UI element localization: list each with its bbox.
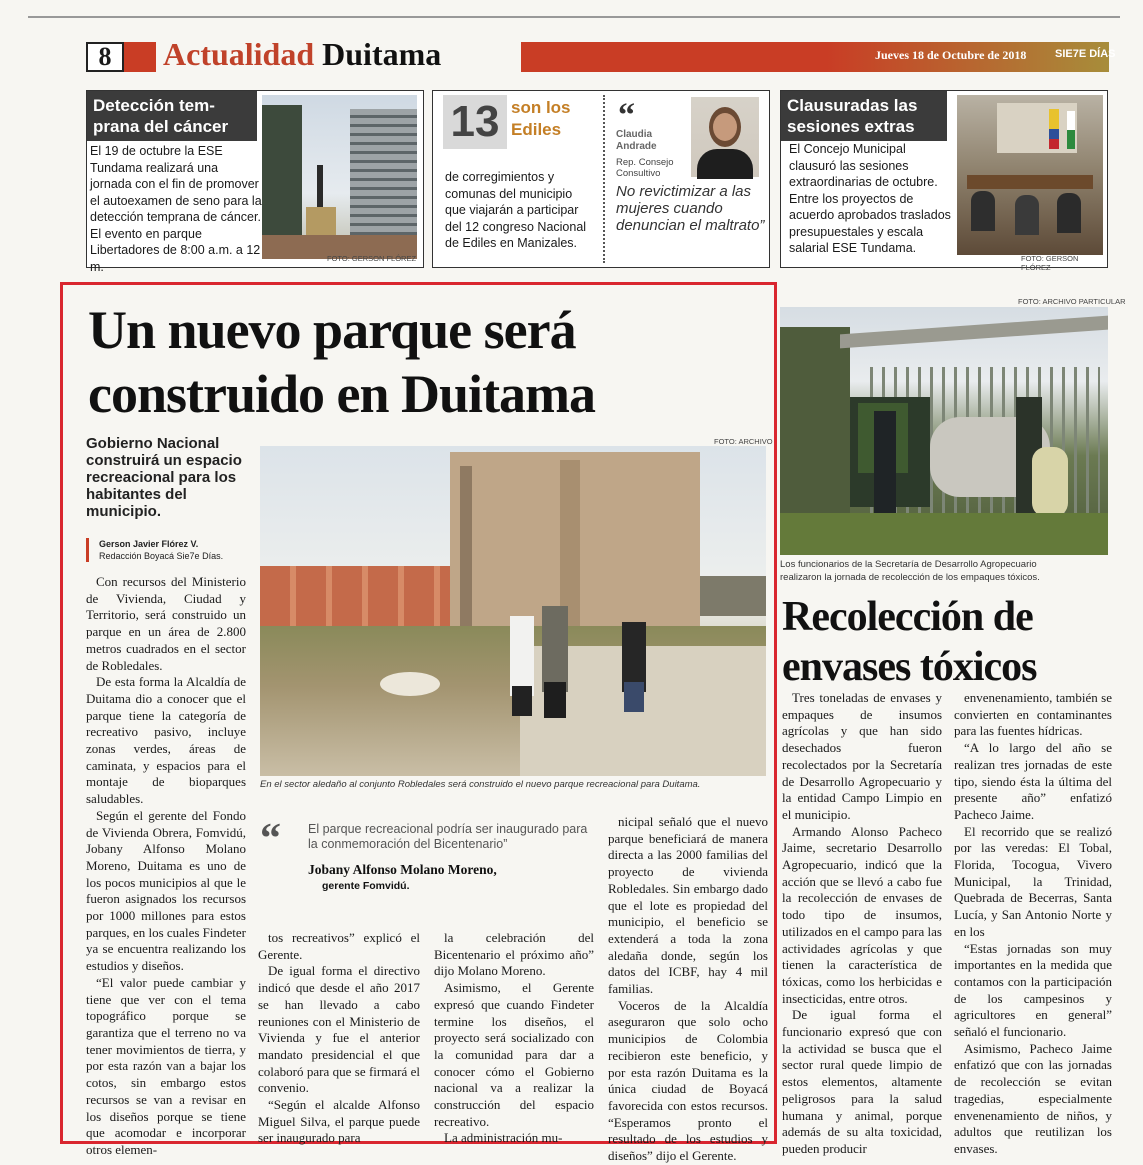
brief-concejo-title-line1: Clausuradas las: [787, 96, 918, 115]
side-col2-paragraph: “A lo largo del año se realizan tres jornadas de este tipo, siendo ésta la última del presente año” enfatizó Pacheco Jaime.: [954, 740, 1112, 822]
brief-cancer-photo: [262, 95, 417, 259]
quote-role: Rep. Consejo Consultivo: [616, 157, 674, 179]
pull-quote-text: El parque recreacional podría ser inaugurado para la conmemoración del Bicentenario”: [308, 822, 588, 851]
brief-concejo-title: [781, 91, 947, 141]
main-photo: [260, 446, 766, 776]
main-col3-paragraph: Asimismo, el Gerente expresó que cuando Findeter termine los diseños, el proyecto será socializado con la comunidad para dar a conocer cómo el Gobierno nacional va a realizar la construcción del espacio recreativo.: [434, 980, 594, 1129]
main-col2-paragraph: tos recreativos” explicó el Gerente.: [258, 930, 420, 962]
main-byline: [86, 538, 223, 562]
issue-date: Jueves 18 de Octubre de 2018: [875, 48, 1027, 62]
side-col1-paragraph: De igual forma el funcionario expresó que con la actividad se busca que el sector rural quede limpio de estos elementos, altamente peligrosos para la salud humana y animal, porque además de su alta toxicidad, pueden producir: [782, 1007, 942, 1156]
main-col4-paragraph: Voceros de la Alcaldía aseguraron que solo ocho municipios de Colombia recibieron este beneficio, y por esta razón Duitama es la única ciudad de Boyacá favorecida con estos recursos. “Esperamos pronto el resultado de los estudios y diseños” dijo el Gerente.: [608, 997, 768, 1164]
author-name: Gerson Javier Flórez V.: [99, 539, 199, 549]
main-col3-paragraph: La administración mu-: [444, 1130, 563, 1146]
side-col1-paragraph: Armando Alonso Pacheco Jaime, secretario Desarrollo Agropecuario, indicó que la acción que se llevó a cabo fue la recolección de envases de todo tipo de insumos, utilizados en el campo para las actividades agrícolas y que tienen la característica de tóxicas, como los herbicidas e insecticidas, entre otros.: [782, 823, 942, 1006]
brief-cancer-title: [87, 91, 257, 141]
brief-ediles: [432, 90, 770, 268]
ediles-label: son los Ediles: [511, 98, 571, 139]
section-name: Actualidad: [163, 36, 315, 72]
page-number: 8: [86, 42, 124, 72]
brief-cancer-title-line1: Detección tem-: [93, 96, 215, 115]
side-photo-credit: FOTO: ARCHIVO PARTICULAR: [1018, 297, 1126, 306]
main-column-4: [608, 814, 768, 1165]
brief-concejo-title-line2: sesiones extras: [787, 117, 915, 136]
author-org: Redacción Boyacá Sie7e Días.: [99, 551, 224, 561]
quote-mark-icon: “: [618, 97, 635, 134]
brief-concejo-credit: FOTO: GERSON FLÓREZ: [1021, 254, 1079, 272]
side-headline: Recolección de envases tóxicos: [782, 594, 1037, 690]
main-column-1: [86, 574, 246, 1159]
main-col2-paragraph: De igual forma el directivo indicó que desde el año 2017 se han llevado a cabo reuniones con el Ministerio de Vivienda y fue el anterior mandato presidencial el que colaboró para que se firmará el convenio.: [258, 963, 420, 1096]
main-col3-paragraph: la celebración del Bicentenario el próximo año” dijo Molano Moreno.: [434, 930, 594, 979]
side-col2-paragraph: Asimismo, Pacheco Jaime enfatizó que con las jornadas de recolección se evitan tragedias, especialmente envenenamiento de niños, y adultos que reutilizan los envases.: [954, 1040, 1112, 1156]
side-col1-paragraph: Tres toneladas de envases y empaques de insumos agrícolas y que han sido desechados fueron recolectados por la Secretaría de Desarrollo Agropecuario y la entidad Campo Limpio en el municipio.: [782, 690, 942, 822]
main-col1-paragraph: Según el gerente del Fondo de Vivienda Obrera, Fomvidú, Jobany Alfonso Molano Moreno, Duitama es uno de los pocos municipios al que le fueron asignados los recursos por 1000 millones para estos parques, en los cuales Findeter ya se encuentra realizando los estudios y diseños.: [86, 807, 246, 974]
quote-name-line2: Andrade: [616, 141, 657, 152]
main-photo-credit: FOTO: ARCHIVO: [714, 437, 773, 446]
brief-concejo: [780, 90, 1108, 272]
quote-name-line1: Claudia: [616, 129, 653, 140]
quote-name: [616, 129, 657, 153]
side-col2-paragraph: envenenamiento, también se convierten en contaminantes para las fuentes hídricas.: [954, 690, 1112, 739]
side-photo-caption: Los funcionarios de la Secretaría de Desarrollo Agropecuario realizaron la jornada de recolección de los empaques tóxicos.: [780, 559, 1040, 583]
main-column-3: [434, 930, 594, 1147]
side-column-1: [782, 690, 942, 1158]
top-rule: [28, 16, 1120, 18]
quote-text: No revictimizar a las mujeres cuando denuncian el maltrato”: [616, 183, 765, 234]
main-column-2: [258, 930, 420, 1147]
main-col4-paragraph: nicipal señaló que el nuevo parque beneficiará de manera directa a las 2000 familias del proyecto de vivienda Robledales. Sin embargo dado que el lote es propiedad del municipio, el beneficio se extenderá a toda la zona aledaña donde, según los datos del ICBF, hay 4 mil familias.: [608, 814, 768, 997]
brief-concejo-photo: [957, 95, 1103, 255]
ediles-text: de corregimientos y comunas del municipio que viajarán a participar del 12 congreso Nacional de Ediles en Manizales.: [445, 170, 587, 250]
main-photo-caption: En el sector aledaño al conjunto Robledales será construido el nuevo parque recreacional para Duitama.: [260, 779, 701, 790]
side-photo: [780, 307, 1108, 555]
newspaper-brand: SIE7E DÍAS: [1055, 48, 1116, 60]
main-col1-paragraph: “El valor puede cambiar y tiene que ver con el tema topográfico porque se garantiza que el terreno no va tener movimientos de tierra, y por esta razón van a bajar los cotos, sin embargo estos recursos se van a revisar en los diseños porque se tiene que acomodar e incorporar otros elemen-: [86, 974, 246, 1157]
main-col1-paragraph: De esta forma la Alcaldía de Duitama dio a conocer que el parque tiene la categoría de recreativo pasivo, incluye zonas verdes, áreas de caminata, y espacios para el montaje de bioparques saludables.: [86, 674, 246, 807]
main-col1-paragraph: Con recursos del Ministerio de Vivienda, Ciudad y Territorio, será construido un parque en un área de 2.800 metros cuadrados en el sector de Robledales.: [86, 574, 246, 673]
page-number-bar: [124, 42, 156, 72]
brief-cancer-text: El 19 de octubre la ESE Tundama realizará una jornada con el fin de promover el autoexamen de seno para la detección temprana de cáncer. El evento en parque Libertadores de 8:00 a.m. a 12 m.: [90, 144, 262, 274]
pull-quote-name: Jobany Alfonso Molano Moreno,: [308, 862, 497, 877]
pull-quote-mark-icon: “: [260, 816, 281, 862]
side-column-2: [954, 690, 1112, 1158]
main-headline: Un nuevo parque será construido en Duitama: [88, 300, 596, 424]
pull-quote-role: gerente Fomvidú.: [322, 880, 410, 892]
section-title: [163, 36, 441, 73]
section-city: Duitama: [322, 36, 442, 72]
side-col2-paragraph: “Estas jornadas son muy importantes en la medida que contamos con la participación de los campesinos y agricultores en general” señaló el funcionario.: [954, 940, 1112, 1040]
portrait-photo: [691, 97, 759, 177]
brief-cancer-credit: FOTO: GERSON FLÓREZ: [327, 254, 417, 263]
side-col2-paragraph: El recorrido que se realizó por las veredas: El Tobal, Florida, Tocogua, Vivero Municipal, la Trinidad, Quebrada de Becerras, Santa Lucía, y San Antonio Norte y en los: [954, 823, 1112, 939]
main-col2-paragraph: “Según el alcalde Alfonso Miguel Silva, el parque puede ser inaugurado para: [258, 1097, 420, 1146]
brief-cancer-title-line2: prana del cáncer: [93, 117, 229, 136]
ediles-number: 13: [443, 95, 507, 149]
brief-concejo-text: El Concejo Municipal clausuró las sesiones extraordinarias de octubre. Entre los proyectos de acuerdo aprobados traslados presupuestales y escala salarial ESE Tundama.: [789, 142, 951, 255]
column-divider: [603, 95, 605, 263]
brief-cancer: [86, 90, 424, 274]
main-pull-quote: [260, 818, 590, 908]
main-lead: Gobierno Nacional construirá un espacio recreacional para los habitantes del municipio.: [86, 435, 242, 520]
